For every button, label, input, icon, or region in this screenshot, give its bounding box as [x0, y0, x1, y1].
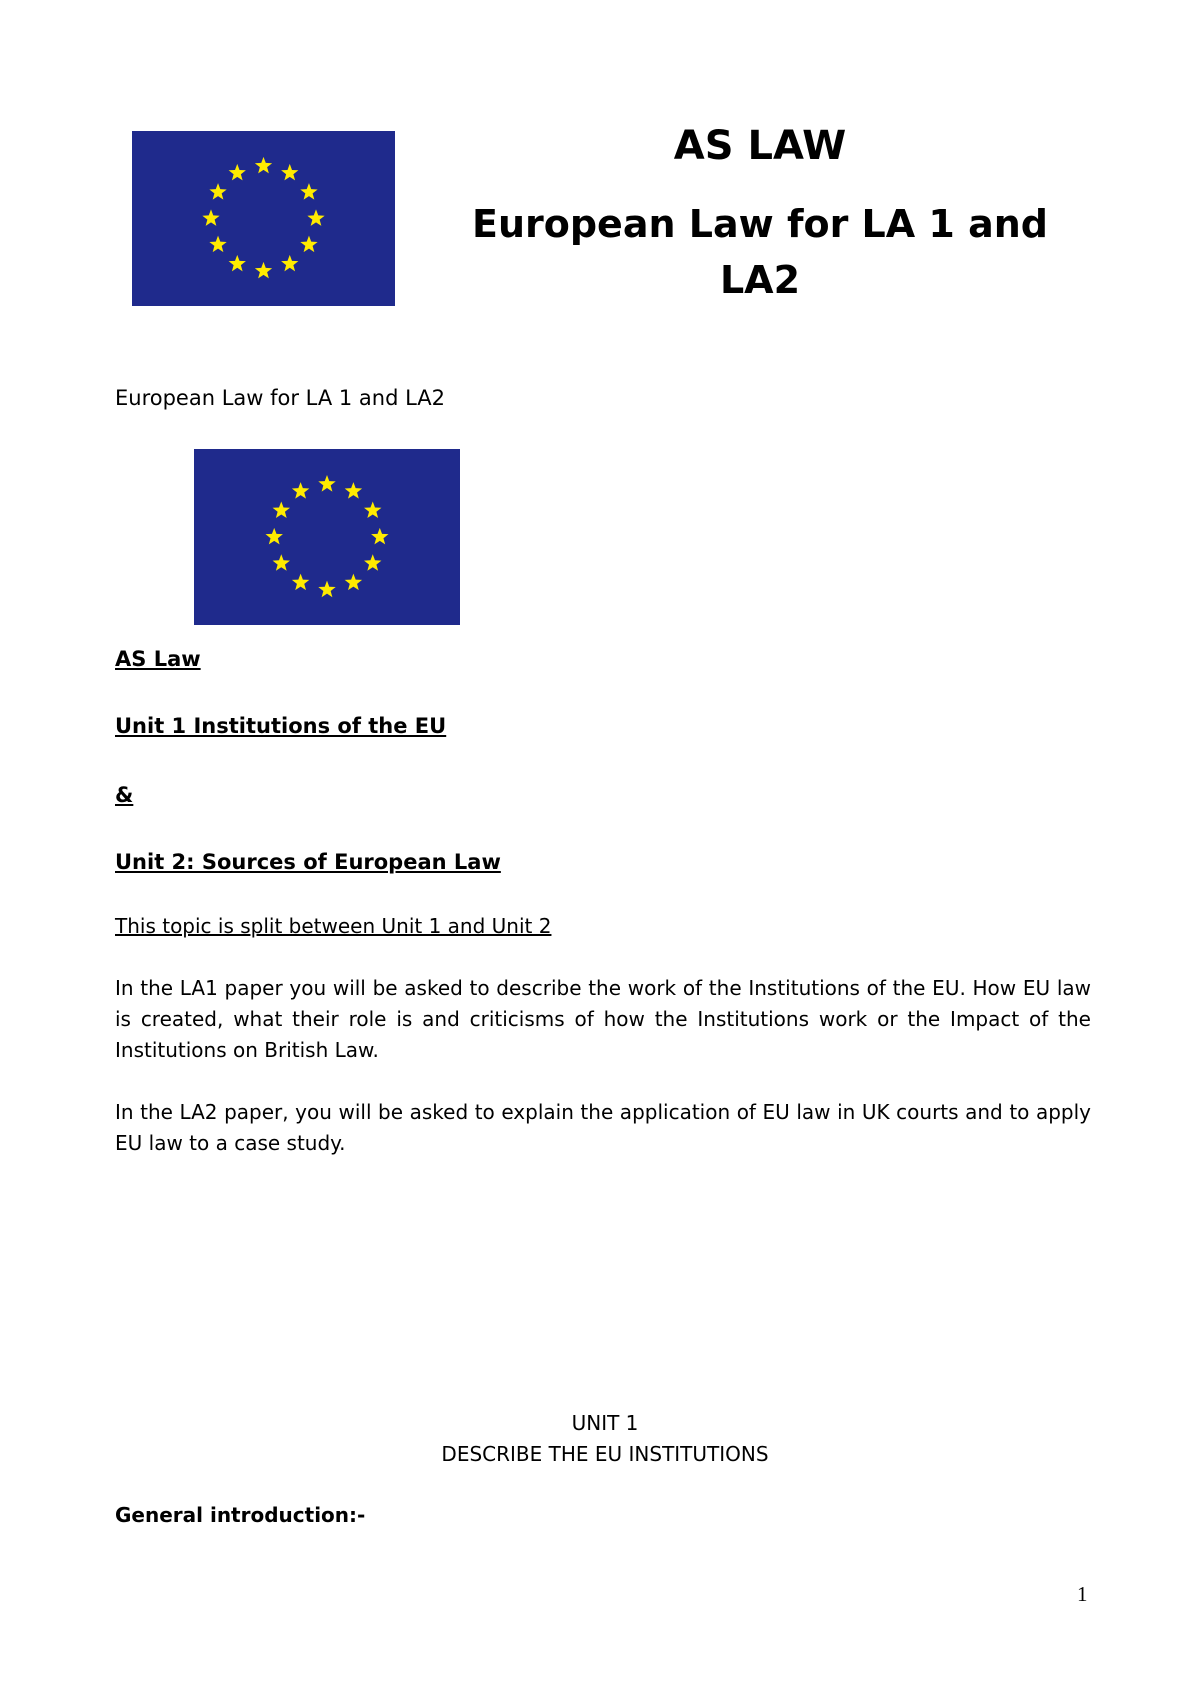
eu-flag-image-secondary: [194, 449, 460, 625]
star-icon: [209, 183, 226, 199]
star-icon: [229, 255, 246, 271]
document-title: European Law for LA 1 and LA2: [115, 386, 446, 410]
star-icon: [209, 236, 226, 252]
star-icon: [292, 574, 309, 591]
eu-stars-icon: [194, 449, 460, 625]
star-icon: [255, 262, 272, 278]
star-icon: [300, 183, 317, 199]
star-icon: [364, 554, 381, 571]
general-introduction-label: General introduction:-: [115, 1503, 366, 1527]
star-icon: [371, 528, 388, 545]
unit-subheading: DESCRIBE THE EU INSTITUTIONS: [441, 1442, 769, 1466]
page-subtitle: [470, 196, 1050, 308]
paragraph-la2: In the LA2 paper, you will be asked to explain the application of EU law in UK courts and to apply EU law to a case study.: [115, 1100, 1091, 1155]
heading-unit-2: Unit 2: Sources of European Law: [115, 850, 501, 874]
star-icon: [307, 209, 324, 225]
heading-ampersand: &: [115, 783, 134, 807]
star-icon: [255, 157, 272, 173]
star-icon: [345, 574, 362, 591]
star-icon: [318, 581, 335, 598]
page-number: 1: [1077, 1582, 1088, 1606]
star-icon: [202, 209, 219, 225]
title-block: [470, 118, 1050, 308]
star-icon: [273, 501, 290, 518]
heading-as-law: AS Law: [115, 647, 201, 671]
star-icon: [318, 475, 335, 492]
star-icon: [229, 164, 246, 180]
star-icon: [281, 164, 298, 180]
star-icon: [281, 255, 298, 271]
page-title: AS LAW: [673, 123, 847, 169]
topic-note: This topic is split between Unit 1 and Unit 2: [115, 914, 552, 938]
page-subtitle-line1: European Law for LA 1 and: [472, 202, 1048, 246]
page-subtitle-line2: LA2: [719, 258, 801, 302]
star-icon: [292, 482, 309, 499]
eu-stars-icon: [132, 131, 395, 306]
star-icon: [364, 501, 381, 518]
eu-flag-image: [132, 131, 395, 306]
star-icon: [273, 554, 290, 571]
star-icon: [300, 236, 317, 252]
star-icon: [345, 482, 362, 499]
heading-unit-1: Unit 1 Institutions of the EU: [115, 714, 447, 738]
paragraph-la1: In the LA1 paper you will be asked to describe the work of the Institutions of the EU. How EU law is created, what their role is and criticisms of how the Institutions work or the Impact of the Institutions on British Law.: [115, 976, 1091, 1062]
star-icon: [266, 528, 283, 545]
unit-heading: UNIT 1: [571, 1411, 639, 1435]
